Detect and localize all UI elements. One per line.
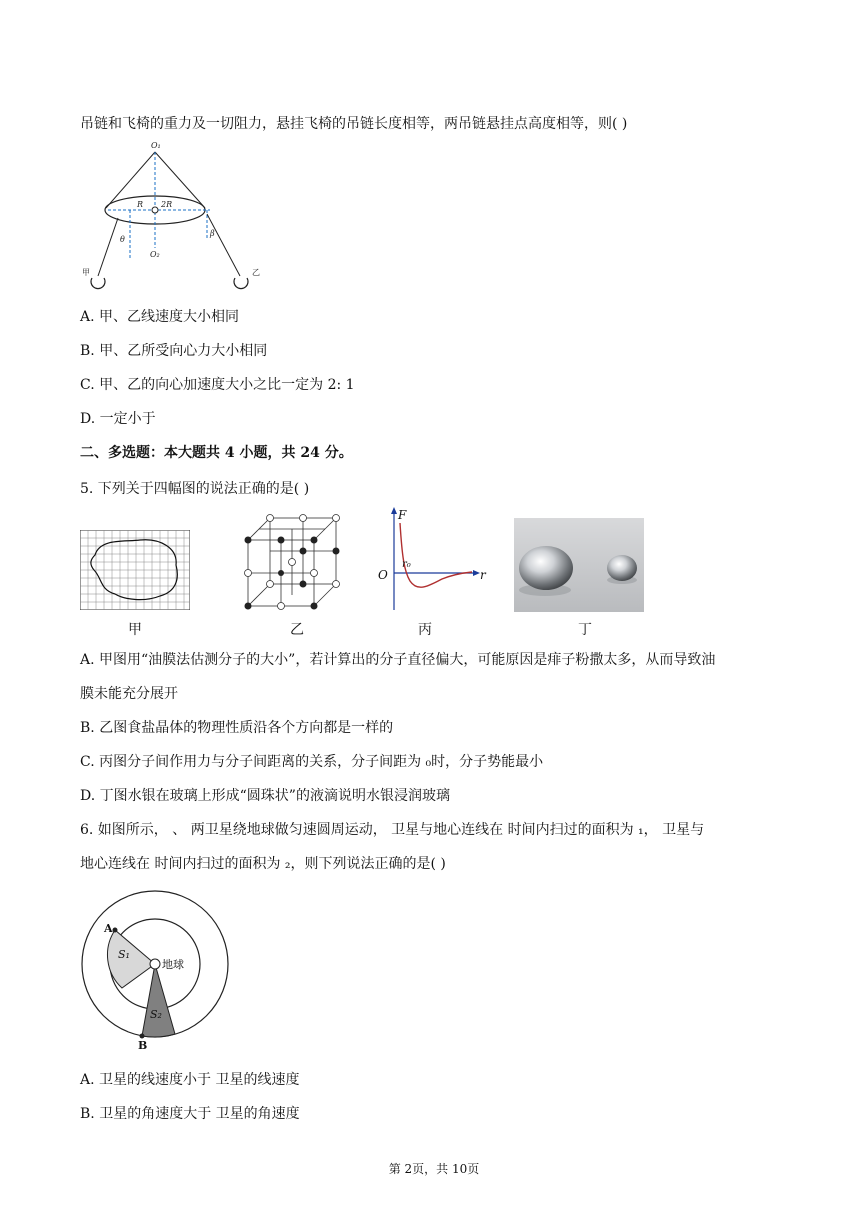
label-radius: R bbox=[137, 200, 144, 209]
q5-option-b: B. 乙图食盐晶体的物理性质沿各个方向都是一样的 bbox=[80, 720, 394, 736]
satellite-orbit-diagram bbox=[80, 888, 230, 1050]
caption-jia: 甲 bbox=[128, 622, 142, 638]
graph-origin: O bbox=[378, 568, 388, 582]
graph-r0: r₀ bbox=[402, 559, 411, 570]
label-theta: θ bbox=[120, 235, 125, 244]
q6-option-a: A. 卫星的线速度小于 卫星的线速度 bbox=[80, 1072, 300, 1088]
label-s2: S₂ bbox=[150, 1008, 162, 1021]
label-seat-jia: 甲 bbox=[82, 268, 90, 277]
q5-option-a-cont: 膜未能充分展开 bbox=[80, 686, 178, 702]
graph-axis-r: r bbox=[480, 568, 486, 582]
label-o1: O₁ bbox=[151, 141, 161, 150]
q5-stem: 5. 下列关于四幅图的说法正确的是( ) bbox=[80, 481, 310, 497]
q6-stem-line1: 6. 如图所示， 、 两卫星绕地球做匀速圆周运动， 卫星与地心连线在 时间内扫过的面积为 ₁， 卫星与 bbox=[80, 822, 705, 838]
label-two-radius: 2R bbox=[161, 200, 173, 209]
q4-option-b: B. 甲、乙所受向心力大小相同 bbox=[80, 343, 268, 359]
page-footer: 第 2页，共 10页 bbox=[388, 1162, 480, 1176]
label-s1: S₁ bbox=[118, 948, 130, 961]
salt-crystal-figure bbox=[240, 510, 345, 615]
label-o2: O₂ bbox=[150, 250, 160, 259]
caption-ding: 丁 bbox=[578, 622, 592, 638]
label-seat-yi: 乙 bbox=[252, 268, 260, 277]
graph-axis-f: F bbox=[398, 508, 407, 522]
swing-chair-diagram bbox=[80, 138, 270, 303]
section-title: 二、多选题：本大题共 4 小题，共 24 分。 bbox=[80, 445, 353, 461]
q5-option-d: D. 丁图水银在玻璃上形成“圆珠状”的液滴说明水银浸润玻璃 bbox=[80, 788, 450, 804]
q4-option-a: A. 甲、乙线速度大小相同 bbox=[80, 309, 240, 325]
label-satellite-a: A bbox=[104, 922, 113, 935]
force-distance-graph bbox=[372, 505, 492, 615]
label-beta: β bbox=[210, 229, 215, 238]
q6-option-b: B. 卫星的角速度大于 卫星的角速度 bbox=[80, 1106, 300, 1122]
mercury-droplet-photo bbox=[514, 518, 644, 612]
caption-yi: 乙 bbox=[290, 622, 304, 638]
q4-option-c: C. 甲、乙的向心加速度大小之比一定为 2: 1 bbox=[80, 377, 355, 393]
question-continuation-text: 吊链和飞椅的重力及一切阻力，悬挂飞椅的吊链长度相等，两吊链悬挂点高度相等，则( ) bbox=[80, 116, 628, 132]
q5-option-a: A. 甲图用“油膜法估测分子的大小”，若计算出的分子直径偏大，可能原因是痱子粉撒太多，从而导致油 bbox=[80, 652, 716, 668]
q4-option-d: D. 一定小于 bbox=[80, 411, 156, 427]
oil-film-grid-figure bbox=[80, 530, 190, 610]
q5-option-c: C. 丙图分子间作用力与分子间距离的关系，分子间距为 ₀时，分子势能最小 bbox=[80, 754, 544, 770]
q6-stem-line2: 地心连线在 时间内扫过的面积为 ₂，则下列说法正确的是( ) bbox=[80, 856, 446, 872]
label-earth: 地球 bbox=[162, 958, 184, 971]
label-satellite-b: B bbox=[138, 1039, 148, 1050]
caption-bing: 丙 bbox=[418, 622, 432, 638]
